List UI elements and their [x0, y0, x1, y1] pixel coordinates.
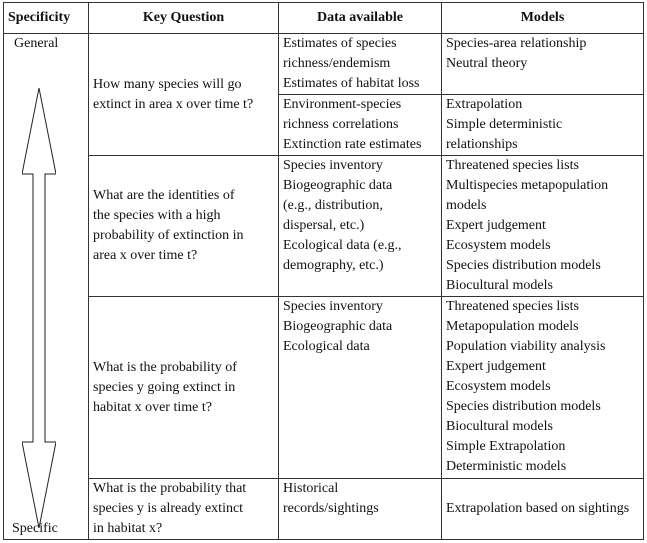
question-cell: What are the identities of the species with a high probability of extinction in area x over time t? [89, 156, 279, 297]
specificity-table [3, 2, 644, 540]
table-row [4, 297, 644, 479]
models-cell: Threatened species lists Multispecies metapopulation models Expert judgement Ecosystem models Species distribution models Biocultural models [442, 156, 644, 297]
header-row [4, 3, 644, 34]
models-cell: Species-area relationship Neutral theory [442, 34, 644, 95]
data-cell: Historical records/sightings [279, 479, 442, 540]
models-cell: Extrapolation based on sightings [442, 479, 644, 540]
models-cell: Extrapolation Simple deterministic relationships [442, 95, 644, 156]
question-cell: What is the probability of species y going extinct in habitat x over time t? [89, 297, 279, 479]
data-cell: Species inventory Biogeographic data Ecological data [279, 297, 442, 479]
models-cell: Threatened species lists Metapopulation models Population viability analysis Expert judgement Ecosystem models Species distribution models Biocultural models Simple Extrapolation Deterministic models [442, 297, 644, 479]
table-row [4, 34, 644, 95]
specificity-column [4, 34, 89, 540]
header-models: Models [442, 3, 644, 34]
table-row [4, 156, 644, 297]
specificity-specific-label: Specific [12, 521, 58, 536]
header-data-available: Data available [279, 3, 442, 34]
data-cell: Environment-species richness correlations Extinction rate estimates [279, 95, 442, 156]
header-key-question: Key Question [89, 3, 279, 34]
question-cell: How many species will go extinct in area x over time t? [89, 34, 279, 156]
header-specificity: Specificity [4, 3, 89, 34]
specificity-general-label: General [14, 36, 59, 51]
data-cell: Estimates of species richness/endemism Estimates of habitat loss [279, 34, 442, 95]
data-cell: Species inventory Biogeographic data (e.g., distribution, dispersal, etc.) Ecological data (e.g., demography, etc.) [279, 156, 442, 297]
question-cell: What is the probability that species y is already extinct in habitat x? [89, 479, 279, 540]
table-row [4, 479, 644, 540]
double-headed-arrow-icon [22, 88, 56, 528]
